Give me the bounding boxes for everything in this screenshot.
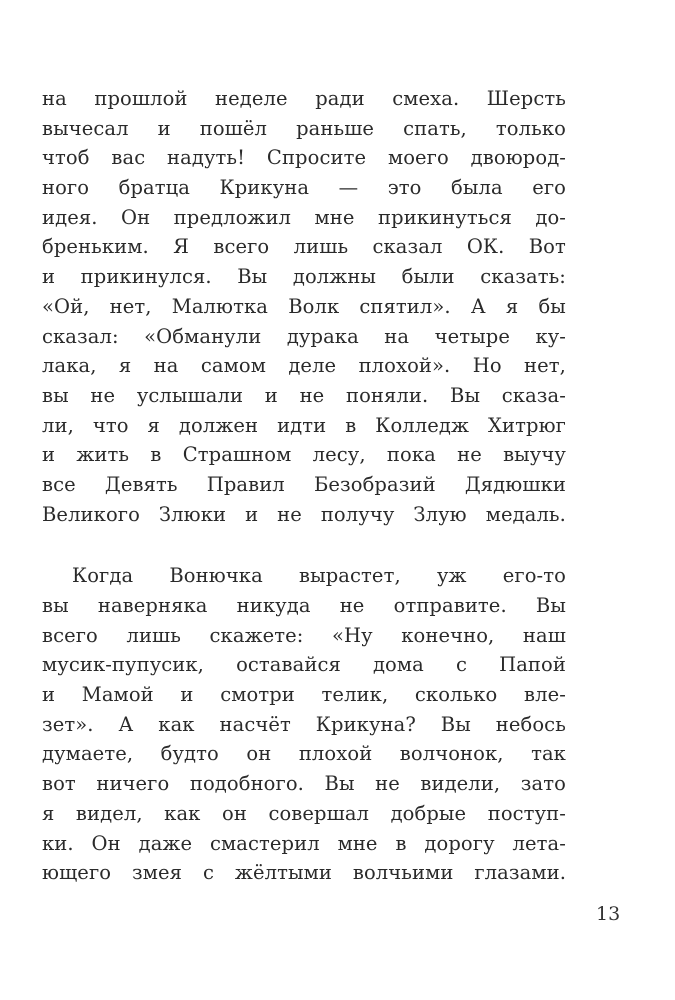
- word: «Ну: [332, 623, 373, 647]
- word: я: [118, 354, 132, 378]
- word: раньше: [296, 116, 375, 140]
- word: вы: [42, 594, 69, 617]
- word: скажете:: [209, 623, 304, 647]
- word: сколько: [414, 683, 498, 707]
- word: в: [150, 443, 162, 467]
- word: смастерил: [209, 831, 320, 855]
- word: вас: [111, 146, 146, 170]
- word: лака,: [42, 354, 97, 378]
- word: и: [245, 502, 259, 526]
- word: спать,: [403, 116, 467, 140]
- word: Вы: [324, 772, 355, 796]
- word: мне: [314, 205, 355, 229]
- text-line: [42, 440, 566, 470]
- text-line: [42, 84, 566, 114]
- word: с: [202, 861, 214, 885]
- text-line: [42, 203, 566, 233]
- word: дурака: [286, 324, 359, 348]
- word: Он: [121, 205, 151, 229]
- word: Он: [91, 831, 121, 855]
- word: как: [164, 801, 201, 825]
- text-line: [42, 710, 566, 740]
- text-line: [42, 680, 566, 710]
- word: Крикуна?: [315, 712, 416, 736]
- word: глазами.: [474, 861, 566, 885]
- word: на: [153, 354, 179, 378]
- word: сказал:: [42, 324, 119, 348]
- word: нет,: [524, 354, 566, 378]
- word: я: [42, 801, 55, 825]
- word: не: [339, 594, 365, 617]
- text-line: [42, 561, 566, 591]
- word: добрые: [390, 801, 467, 825]
- word: вот: [42, 772, 76, 796]
- word: Вонючка: [169, 564, 263, 588]
- word: лишь: [293, 235, 349, 259]
- word: Безобразий: [313, 472, 436, 496]
- word: А: [118, 712, 134, 736]
- word: Злую: [413, 502, 467, 526]
- paragraph: [42, 84, 566, 529]
- word: уж: [436, 564, 467, 588]
- word: и: [42, 683, 56, 707]
- word: прикинулся.: [80, 265, 212, 289]
- paragraph: [42, 561, 566, 888]
- word: ного: [42, 176, 90, 200]
- word: конечно,: [401, 623, 495, 647]
- word: Но: [472, 354, 502, 378]
- word: оставайся: [236, 653, 341, 677]
- word: зет».: [42, 712, 94, 736]
- word: не: [457, 443, 482, 467]
- word: это: [387, 176, 422, 200]
- word: Вы: [535, 594, 566, 617]
- word: Злюки: [158, 502, 227, 526]
- word: смотри: [220, 683, 295, 707]
- word: я: [147, 413, 160, 437]
- word: Дядюшки: [464, 472, 566, 496]
- word: в: [345, 413, 357, 437]
- word: смеха.: [392, 87, 460, 110]
- text-line: [42, 262, 566, 292]
- word: Когда: [72, 564, 134, 588]
- word: двоюрод-: [470, 146, 566, 170]
- word: думаете,: [42, 742, 134, 766]
- word: подобного.: [189, 772, 304, 796]
- word: наверняка: [97, 594, 208, 617]
- word: четыре: [434, 324, 510, 348]
- page-number: 13: [596, 903, 621, 925]
- word: «Ой,: [42, 294, 90, 318]
- word: вы: [42, 383, 69, 407]
- word: Я: [173, 235, 190, 259]
- word: бреньким.: [42, 235, 149, 259]
- word: лишь: [126, 623, 181, 647]
- word: медаль.: [485, 502, 566, 526]
- word: услышали: [136, 383, 244, 407]
- word: Волк: [288, 294, 340, 318]
- word: лесу,: [312, 443, 366, 467]
- word: до-: [535, 205, 566, 229]
- text-line: [42, 591, 566, 621]
- word: Шерсть: [486, 87, 566, 110]
- word: зато: [520, 772, 566, 796]
- word: всего: [42, 623, 98, 647]
- text-line: [42, 470, 566, 500]
- word: Крикуна: [219, 176, 310, 200]
- word: волчьими: [352, 861, 454, 885]
- word: даже: [138, 831, 193, 855]
- word: Девять: [104, 472, 178, 496]
- word: Хитрюг: [488, 413, 566, 437]
- word: чтоб: [42, 146, 90, 170]
- word: деле: [288, 354, 337, 378]
- word: не: [90, 383, 116, 407]
- word: сказал: [372, 235, 443, 259]
- word: бы: [538, 294, 566, 318]
- text-line: [42, 143, 566, 173]
- word: сказа-: [501, 383, 566, 407]
- word: сказать:: [480, 265, 566, 289]
- text-line: [42, 232, 566, 262]
- word: он: [246, 742, 272, 766]
- word: Вот: [528, 235, 566, 259]
- word: ку-: [535, 324, 566, 348]
- word: и: [42, 443, 56, 467]
- word: будто: [160, 742, 219, 766]
- word: должен: [178, 413, 259, 437]
- word: как: [158, 712, 195, 736]
- word: не: [277, 502, 302, 526]
- word: телик,: [321, 683, 389, 707]
- word: предложил: [173, 205, 292, 229]
- word: лета-: [512, 831, 566, 855]
- word: ради: [315, 87, 365, 110]
- word: Вы: [237, 265, 268, 289]
- word: дома: [372, 653, 424, 677]
- word: на: [384, 324, 410, 348]
- word: его-то: [502, 564, 566, 588]
- word: его: [532, 176, 566, 200]
- word: поняли.: [346, 383, 429, 407]
- text-line: [42, 351, 566, 381]
- word: ки.: [42, 831, 74, 855]
- word: братца: [118, 176, 191, 200]
- word: я: [505, 294, 519, 318]
- word: мне: [337, 831, 378, 855]
- text-line: [42, 322, 566, 352]
- word: на: [42, 87, 67, 110]
- word: была: [451, 176, 503, 200]
- word: змея: [132, 861, 183, 885]
- text-line: [42, 858, 566, 888]
- word: в: [395, 831, 407, 855]
- text-line: [42, 769, 566, 799]
- word: были: [401, 265, 455, 289]
- word: видел,: [75, 801, 143, 825]
- word: мусик-пупусик,: [42, 653, 204, 677]
- text-line: [42, 829, 566, 859]
- word: ющего: [42, 861, 112, 885]
- word: плохой».: [358, 354, 451, 378]
- word: нет,: [109, 294, 152, 318]
- word: Малютка: [171, 294, 269, 318]
- word: вычесал: [42, 116, 129, 140]
- word: ничего: [96, 772, 170, 796]
- word: отправите.: [393, 594, 507, 617]
- word: не: [299, 383, 325, 407]
- word: никуда: [236, 594, 311, 617]
- word: пока: [386, 443, 436, 467]
- word: пошёл: [199, 116, 268, 140]
- word: должны: [292, 265, 377, 289]
- text-line: [42, 411, 566, 441]
- word: плохой: [298, 742, 373, 766]
- word: жить: [76, 443, 130, 467]
- word: получу: [320, 502, 395, 526]
- word: Страшном: [182, 443, 292, 467]
- text-line: [42, 381, 566, 411]
- paragraph-gap: [42, 529, 566, 561]
- word: с: [455, 653, 468, 677]
- word: Правил: [206, 472, 285, 496]
- word: вле-: [524, 683, 566, 707]
- word: Колледж: [375, 413, 470, 437]
- word: небось: [495, 712, 566, 736]
- text-line: [42, 173, 566, 203]
- word: поступ-: [487, 801, 566, 825]
- word: все: [42, 472, 76, 496]
- word: самом: [200, 354, 266, 378]
- word: что: [92, 413, 129, 437]
- word: видели,: [420, 772, 501, 796]
- word: насчёт: [219, 712, 291, 736]
- word: наш: [522, 623, 566, 647]
- word: жёлтыми: [234, 861, 332, 885]
- text-line: [42, 114, 566, 144]
- word: Великого: [42, 502, 140, 526]
- word: идти: [277, 413, 327, 437]
- word: —: [338, 176, 359, 200]
- text-line: [42, 739, 566, 769]
- word: всего: [213, 235, 270, 259]
- word: и: [157, 116, 171, 140]
- word: моего: [387, 146, 449, 170]
- book-page-text: [42, 84, 566, 888]
- text-line: [42, 650, 566, 680]
- word: и: [264, 383, 278, 407]
- word: идея.: [42, 205, 98, 229]
- text-line: [42, 621, 566, 651]
- text-line: [42, 292, 566, 322]
- word: и: [42, 265, 56, 289]
- word: выучу: [503, 443, 566, 467]
- word: так: [531, 742, 566, 766]
- word: не: [375, 772, 400, 796]
- word: волчонок,: [399, 742, 504, 766]
- text-line: [42, 799, 566, 829]
- word: «Обманули: [144, 324, 262, 348]
- word: ли,: [42, 413, 74, 437]
- word: и: [180, 683, 194, 707]
- word: спятил».: [359, 294, 451, 318]
- word: А: [470, 294, 486, 318]
- word: прикинуться: [378, 205, 512, 229]
- word: надуть!: [167, 146, 246, 170]
- word: неделе: [215, 87, 288, 110]
- word: он: [221, 801, 247, 825]
- word: прошлой: [94, 87, 188, 110]
- word: ОК.: [466, 235, 505, 259]
- word: Мамой: [81, 683, 154, 707]
- word: Вы: [440, 712, 471, 736]
- word: только: [495, 116, 566, 140]
- word: Папой: [499, 653, 566, 677]
- word: Спросите: [266, 146, 367, 170]
- word: вырастет,: [299, 564, 401, 588]
- word: совершал: [268, 801, 370, 825]
- word: дорогу: [424, 831, 495, 855]
- text-line: [42, 500, 566, 530]
- word: Вы: [450, 383, 481, 407]
